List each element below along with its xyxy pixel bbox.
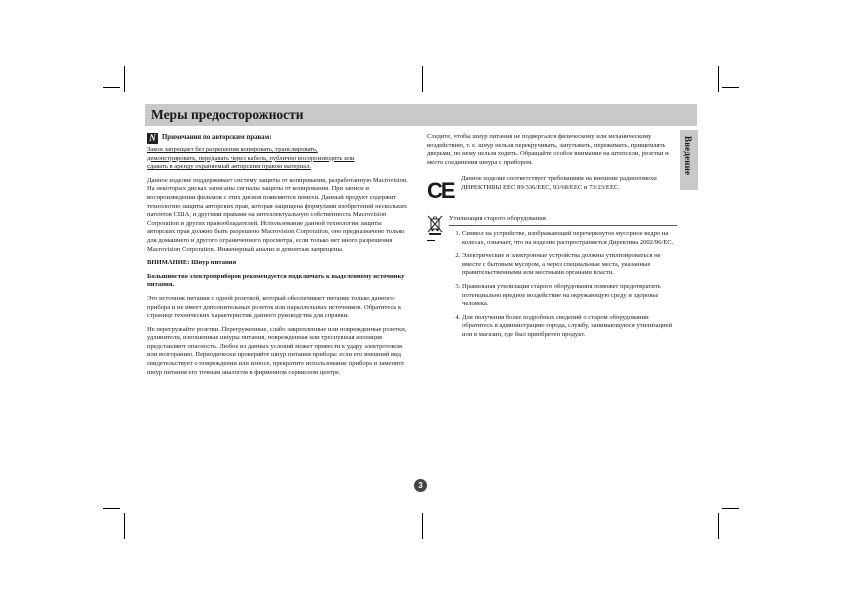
crop-mark bbox=[103, 508, 120, 509]
page-number: 3 bbox=[414, 479, 427, 492]
crop-mark bbox=[124, 513, 125, 539]
list-item: 4. Для получения более подробных сведений о старом оборудовании обратитесь в администрацию города, службу, занимающуюся утилизацией или в магазин, где был приобретен продукт. bbox=[462, 314, 677, 340]
right-column bbox=[427, 133, 677, 345]
crop-mark bbox=[718, 66, 719, 92]
overload-paragraph: Не перегружайте розетки. Перегруженные, слабо закрепленные или поврежденные розетки, удлинители, изношенные шнуры питания, поврежденная или треснувшая изоляция представляют опасность. Любое из данных условий может привести к удару электротоком или возгоранию. Периодически проверяйте шнур питания прибора: если его внешний вид свидетельствует о повреждении или износе, прекратите использование прибора и замените шнур питания его точным аналогом в фирменном сервисном центре. bbox=[147, 325, 407, 376]
weee-block bbox=[427, 215, 677, 344]
crop-mark bbox=[722, 87, 739, 88]
list-item: 1. Символ на устройстве, изображающий перечеркнутое мусорное ведро на колесах, означает, что на изделие распространяется Директива 2002/96/EC. bbox=[462, 230, 677, 247]
cord-text: Следите, чтобы шнур питания не подвергался физическому или механическому воздействию, т. е. шнур нельзя перекручивать, запутывать, пережимать, прищемлять дверьми, по нему нельзя ходить. Обращайте особое внимание на штепсели, розетки и место соединения шнура с прибором. bbox=[427, 133, 669, 166]
crop-mark bbox=[103, 87, 120, 88]
warning-bold-text: Большинство электроприборов рекомендуется подключать к выделенному источнику питания. bbox=[147, 272, 405, 289]
ce-block bbox=[427, 175, 677, 203]
crop-mark bbox=[124, 66, 125, 92]
list-item: 3. Правильная утилизация старого оборудования поможет предотвратить потенциально вредное воздействие на окружающую среду и здоровье человека. bbox=[462, 283, 677, 309]
side-tab-label: Введение bbox=[683, 136, 693, 176]
macrovision-text: Данное изделие поддерживает систему защиты от копирования, разработанную Macrovision. На некоторых дисках записаны сигналы защиты от копирования. При записи и воспроизведении фильмов с этих дисков появляются помехи. Данный продукт содержит технологию защиты авторских прав, которая защищена формулами изобретений нескольких патентов США, и другими правами на интеллектуальную собственность Macrovision Corporation и других правообладателей. Использование данной технологии защиты авторских прав должно быть разрешено Macrovision Corporation, оно предназначено только для домашнего и другого ограниченного просмотра, если только нет иного разрешения Macrovision Corporation. Инженерный анализ и демонтаж запрещены. bbox=[147, 176, 408, 253]
crop-mark bbox=[422, 513, 423, 539]
note-header bbox=[147, 133, 409, 144]
weee-title: Утилизация старого оборудования bbox=[449, 215, 677, 226]
list-item: 2. Электрические и электронные устройства должны утилизироваться не вместе с бытовым мусором, а через специальные места, указанные правительственными или местными органами власти. bbox=[462, 252, 677, 278]
page-title: Меры предосторожности bbox=[151, 107, 304, 122]
crop-mark bbox=[422, 66, 423, 92]
copyright-line: демонстрировать, передавать через кабель, публично воспроизводить или bbox=[147, 154, 355, 162]
left-column bbox=[147, 133, 409, 382]
note-icon: N bbox=[147, 133, 158, 144]
copyright-line: Закон запрещает без разрешения копировать, транслировать, bbox=[147, 146, 318, 153]
warning-title: ВНИМАНИЕ: Шнур питания bbox=[147, 259, 237, 267]
note-title: Примечания по авторским правам: bbox=[162, 134, 272, 142]
crop-mark bbox=[722, 508, 739, 509]
crop-mark bbox=[718, 513, 719, 539]
crossed-bin-icon bbox=[427, 215, 443, 235]
copyright-line: сдавать в аренду охраняемый авторским правом материал. bbox=[147, 163, 312, 171]
weee-list bbox=[449, 230, 677, 340]
ce-text: Данное изделие соответствует требованиям на внешние радиопомехи ДИРЕКТИВЫ ЕЕС 89/336/ЕЕС, 93/68/ЕЕС и 73/23/ЕЕС. bbox=[461, 175, 657, 191]
power-paragraph: Это источник питания с одной розеткой, который обеспечивает питание только данного прибора и не имеет дополнительных розеток или параллельных источников. Обратитесь к странице технических характеристик данного руководства для справки. bbox=[147, 294, 402, 320]
ce-mark-icon: CE bbox=[427, 178, 454, 204]
